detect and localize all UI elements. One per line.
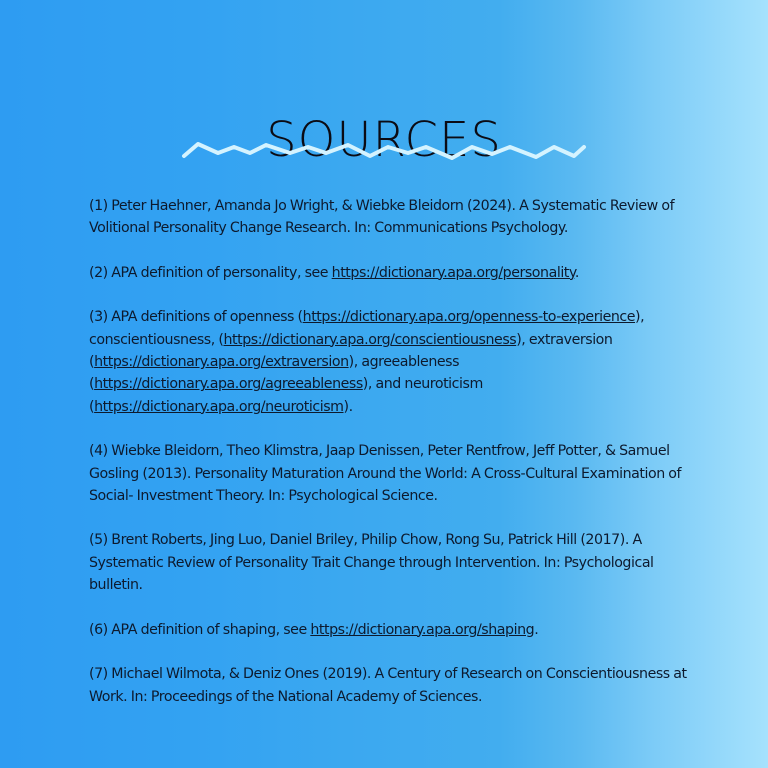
reference-1: (1) Peter Haehner, Amanda Jo Wright, & Wiebke Bleidorn (2024). A Systematic Review of Volitional Personality Change Research. In: Communications Psychology.	[89, 198, 675, 237]
reference-6: (6) APA definition of shaping, see https://dictionary.apa.org/shaping.	[89, 621, 539, 638]
link-personality[interactable]: https://dictionary.apa.org/personality	[331, 264, 575, 281]
zigzag-divider-icon	[180, 135, 590, 165]
link-extraversion[interactable]: https://dictionary.apa.org/extraversion	[94, 354, 349, 371]
reference-2: (2) APA definition of personality, see https://dictionary.apa.org/personality.	[89, 264, 579, 281]
link-conscientiousness[interactable]: https://dictionary.apa.org/conscientiousness	[223, 331, 517, 348]
link-openness[interactable]: https://dictionary.apa.org/openness-to-experience	[302, 309, 636, 326]
link-neuroticism[interactable]: https://dictionary.apa.org/neuroticism	[94, 398, 344, 415]
reference-5: (5) Brent Roberts, Jing Luo, Daniel Briley, Philip Chow, Rong Su, Patrick Hill (2017). A Systematic Review of Personality Trait Change through Intervention. In: Psychological bulletin.	[89, 532, 654, 594]
reference-3: (3) APA definitions of openness (https://dictionary.apa.org/openness-to-experience), conscientiousness, (https://dictionary.apa.org/conscientiousness), extraversion (https://dictionary.apa.org/extraversion), agreeableness (https://dictionary.apa.org/agreeableness), and neuroticism (https://dictionary.apa.org/neuroticism).	[89, 309, 645, 415]
page-title: SOURCES	[266, 112, 502, 169]
link-agreeableness[interactable]: https://dictionary.apa.org/agreeableness	[94, 376, 363, 393]
references-list	[89, 195, 709, 730]
link-shaping[interactable]: https://dictionary.apa.org/shaping	[310, 621, 535, 638]
reference-4: (4) Wiebke Bleidorn, Theo Klimstra, Jaap Denissen, Peter Rentfrow, Jeff Potter, & Samuel Gosling (2013). Personality Maturation Around the World: A Cross-Cultural Examination of Social- Investment Theory. In: Psychological Science.	[89, 443, 682, 504]
reference-7: (7) Michael Wilmota, & Deniz Ones (2019). A Century of Research on Conscientiousness at Work. In: Proceedings of the National Academy of Sciences.	[89, 666, 687, 705]
